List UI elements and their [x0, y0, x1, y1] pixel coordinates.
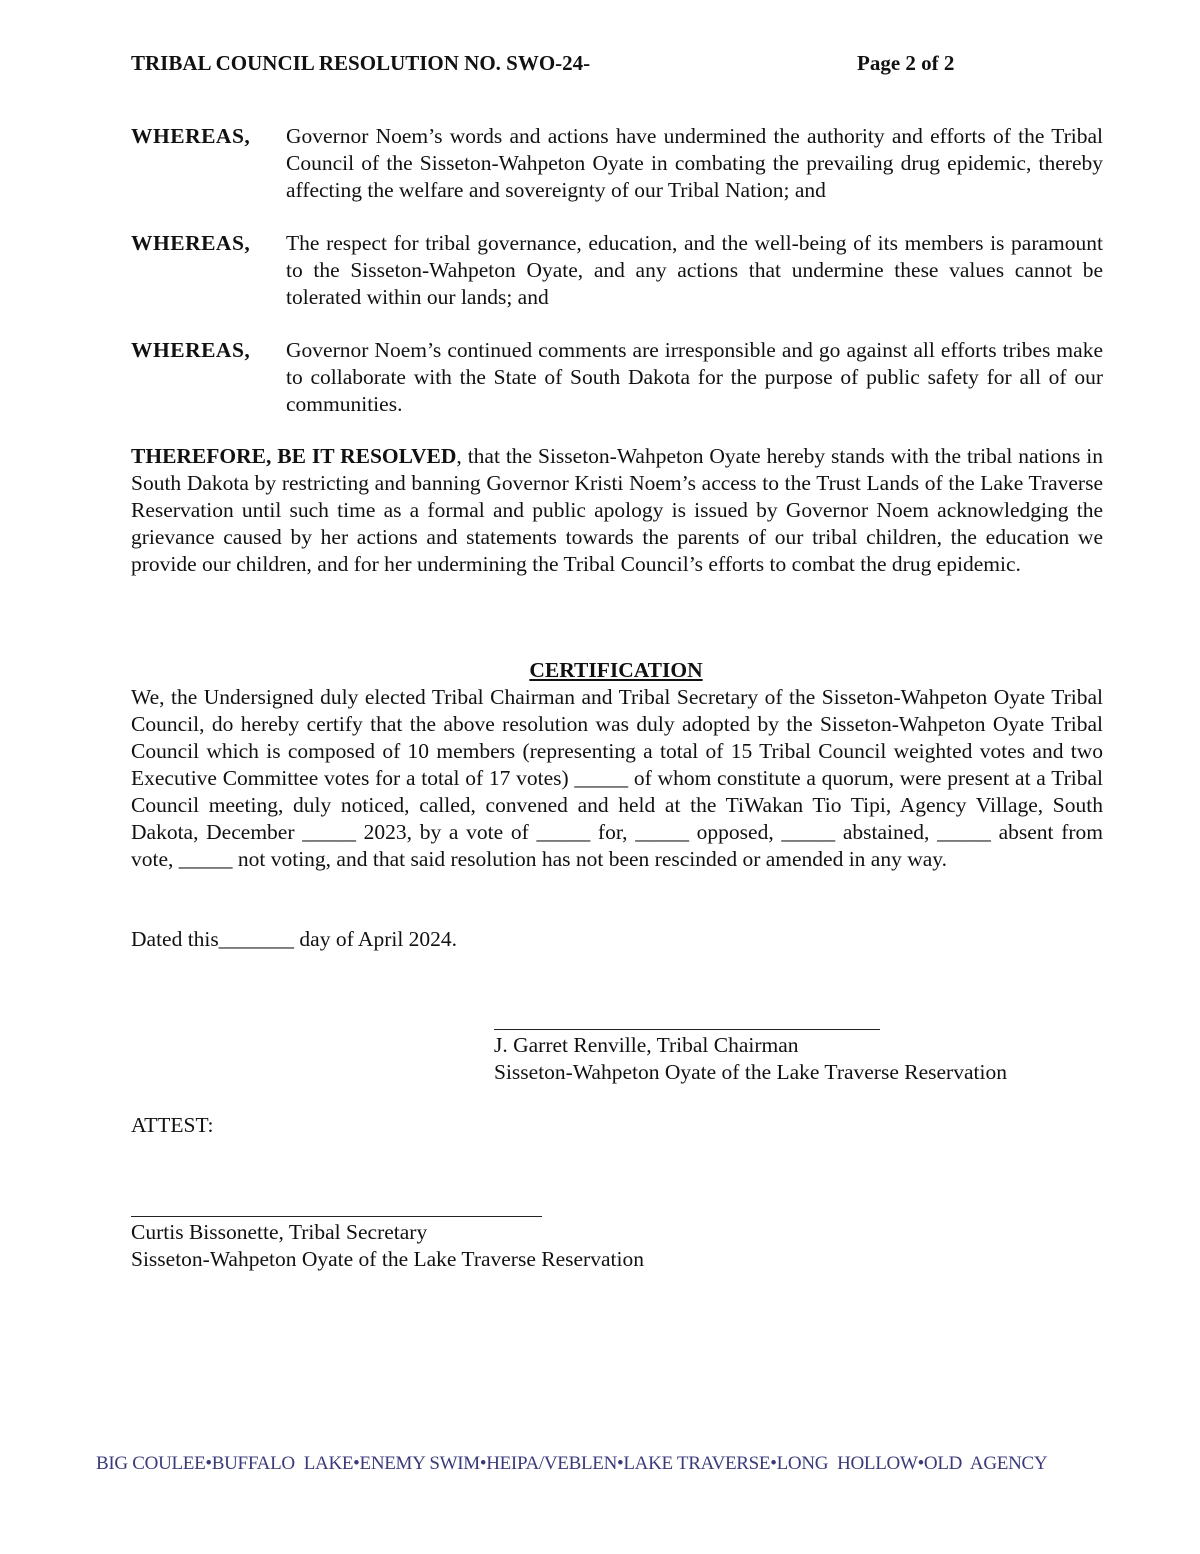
page-number: Page 2 of 2 — [857, 51, 955, 75]
whereas-clause — [131, 123, 1103, 204]
whereas-label: WHEREAS, — [131, 124, 251, 148]
whereas-clause — [131, 230, 1103, 311]
certification-heading: CERTIFICATION — [529, 658, 703, 682]
secretary-org: Sisseton-Wahpeton Oyate of the Lake Traverse Reservation — [131, 1247, 644, 1271]
footer-districts: BIG COULEE•BUFFALO LAKE•ENEMY SWIM•HEIPA/VEBLEN•LAKE TRAVERSE•LONG HOLLOW•OLD AGENCY — [96, 1453, 1048, 1474]
secretary-name: Curtis Bissonette, Tribal Secretary — [131, 1220, 428, 1244]
resolved-paragraph — [131, 443, 1103, 578]
certification-text: We, the Undersigned duly elected Tribal Chairman and Tribal Secretary of the Sisseton-Wahpeton Oyate Tribal Council, do hereby certify that the above resolution was duly adopted by the Sisseton-Wahpeton Oyate Tribal Council which is composed of 10 members (representing a total of 15 Tribal Council weighted votes and two Executive Committee votes for a total of 17 votes) _____ of whom constitute a quorum, were present at a Tribal Council meeting, duly noticed, called, convened and held at the TiWakan Tio Tipi, Agency Village, South Dakota, December _____ 2023, by a vote of _____ for, _____ opposed, _____ abstained, _____ absent from vote, _____ not voting, and that said resolution has not been rescinded or amended in any way. — [131, 685, 1103, 871]
whereas-text: The respect for tribal governance, education, and the well-being of its members is paramount to the Sisseton-Wahpeton Oyate, and any actions that undermine these values cannot be tolerated within our lands; and — [286, 231, 1103, 309]
attest-label: ATTEST: — [131, 1113, 214, 1137]
chairman-name: J. Garret Renville, Tribal Chairman — [494, 1033, 799, 1057]
whereas-label: WHEREAS, — [131, 338, 251, 362]
whereas-text: Governor Noem’s continued comments are irresponsible and go against all efforts tribes make to collaborate with the State of South Dakota for the purpose of public safety for all of our communities. — [286, 338, 1103, 416]
dated-line: Dated this_______ day of April 2024. — [131, 927, 458, 951]
secretary-signature-line — [131, 1216, 542, 1217]
whereas-label: WHEREAS, — [131, 231, 251, 255]
chairman-signature-line — [494, 1029, 880, 1030]
whereas-clause — [131, 337, 1103, 418]
resolved-lead: THEREFORE, BE IT RESOLVED — [131, 444, 457, 468]
resolved-text: , that the Sisseton-Wahpeton Oyate hereby stands with the tribal nations in South Dakota by restricting and banning Governor Kristi Noem’s access to the Trust Lands of the Lake Traverse Reservation until such time as a formal and public apology is issued by Governor Noem acknowledging the grievance caused by her actions and statements towards the parents of our tribal children, the education we provide our children, and for her undermining the Tribal Council’s efforts to combat the drug epidemic. — [131, 444, 1103, 576]
whereas-text: Governor Noem’s words and actions have undermined the authority and efforts of the Tribal Council of the Sisseton-Wahpeton Oyate in combating the prevailing drug epidemic, thereby affecting the welfare and sovereignty of our Tribal Nation; and — [286, 124, 1103, 202]
resolution-title: TRIBAL COUNCIL RESOLUTION NO. SWO-24- — [131, 51, 591, 75]
chairman-org: Sisseton-Wahpeton Oyate of the Lake Traverse Reservation — [494, 1060, 1007, 1084]
